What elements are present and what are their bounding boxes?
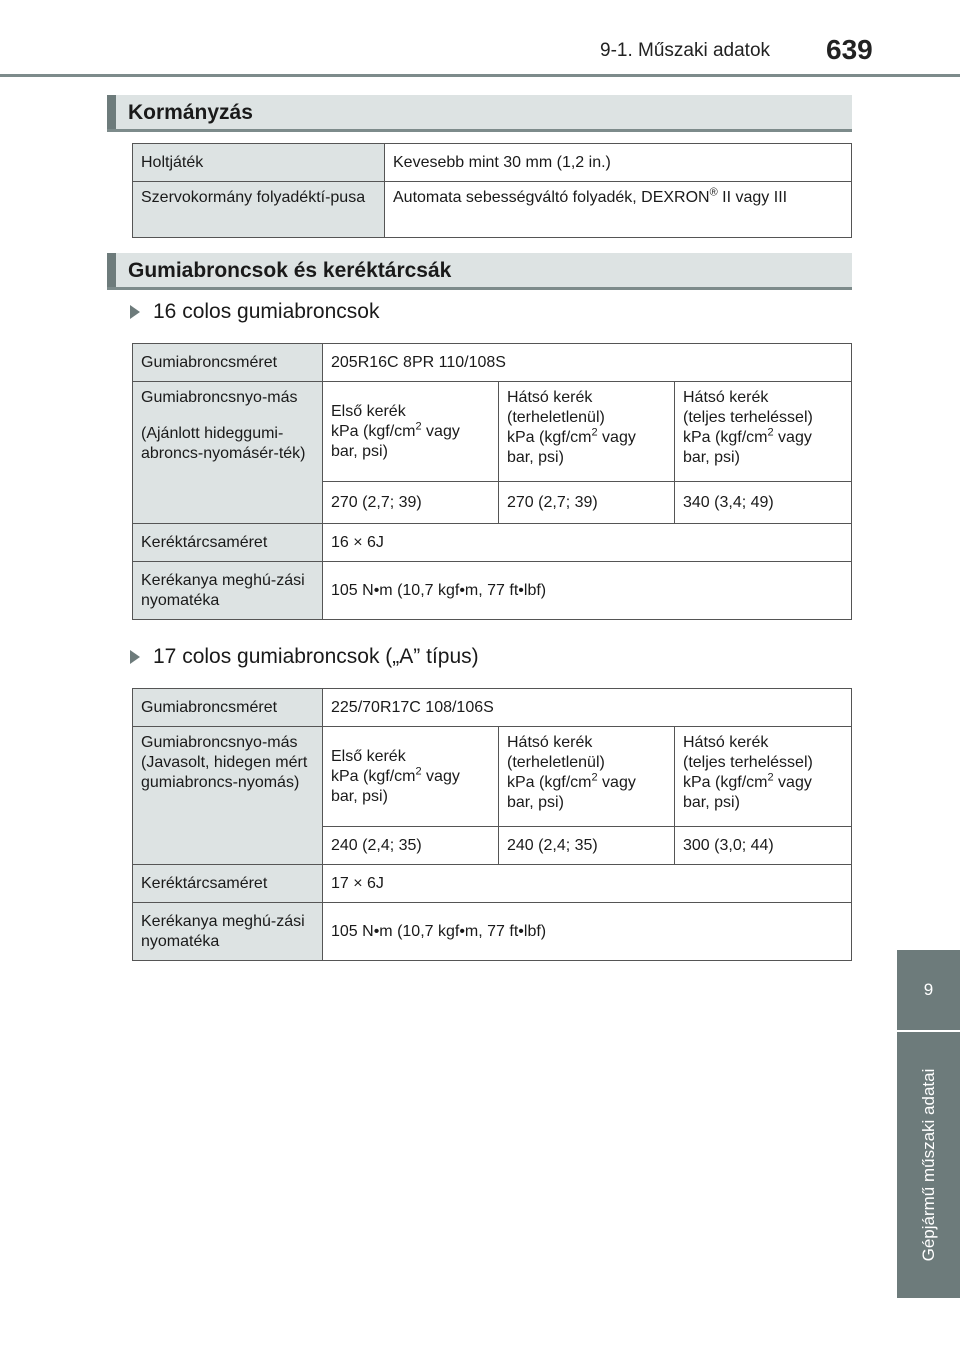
superscript: 2 bbox=[591, 426, 598, 439]
rear-line: (teljes terheléssel) bbox=[683, 409, 813, 426]
table-row bbox=[133, 382, 852, 482]
superscript: 2 bbox=[591, 771, 598, 784]
steering-title: Kormányzás bbox=[128, 101, 253, 124]
unit-text: kPa (kgf/cm bbox=[331, 422, 416, 440]
unit-text: vagy bbox=[597, 774, 636, 791]
front-line: bar, psi) bbox=[331, 787, 388, 805]
front-pressure-value: 270 (2,7; 39) bbox=[323, 482, 499, 524]
nut-torque-label: Kerékanya meghú-zási nyomatéka bbox=[133, 562, 323, 620]
table-row bbox=[133, 865, 852, 903]
rear-unit-line bbox=[683, 428, 843, 448]
rear-line: bar, psi) bbox=[507, 794, 564, 811]
nut-torque-value: 105 N•m (10,7 kgf•m, 77 ft•lbf) bbox=[323, 562, 852, 620]
chapter-number: 9 bbox=[897, 950, 960, 1030]
unit-text: vagy bbox=[773, 774, 812, 791]
front-unit-line bbox=[331, 767, 490, 787]
tires-title: Gumiabroncsok és keréktárcsák bbox=[128, 259, 452, 282]
tires-16-table bbox=[132, 343, 852, 620]
power-steering-fluid-label: Szervokormány folyadéktí-pusa bbox=[133, 182, 385, 238]
table-row bbox=[133, 903, 852, 961]
tire-size-label: Gumiabroncsméret bbox=[133, 689, 323, 727]
table-row bbox=[133, 144, 852, 182]
fluid-text-end: II vagy III bbox=[717, 189, 788, 206]
unit-text: vagy bbox=[773, 429, 812, 446]
front-line: Első kerék bbox=[331, 402, 406, 420]
bullet-16-inch bbox=[130, 300, 379, 324]
rear-unloaded-pressure-value: 270 (2,7; 39) bbox=[499, 482, 675, 524]
section-title: 9-1. Műszaki adatok bbox=[600, 40, 771, 61]
tire-size-label: Gumiabroncsméret bbox=[133, 344, 323, 382]
rear-loaded-pressure-value: 340 (3,4; 49) bbox=[675, 482, 852, 524]
front-unit-line bbox=[331, 422, 490, 442]
nut-torque-label: Kerékanya meghú-zási nyomatéka bbox=[133, 903, 323, 961]
front-line: bar, psi) bbox=[331, 442, 388, 460]
front-line: Első kerék bbox=[331, 747, 406, 765]
triangle-bullet-icon bbox=[130, 650, 140, 664]
superscript: 2 bbox=[767, 426, 774, 439]
registered-mark: ® bbox=[709, 186, 718, 199]
bullet-17-inch bbox=[130, 645, 479, 669]
rear-unit-line bbox=[507, 773, 666, 793]
table-row bbox=[133, 344, 852, 382]
rear-unloaded-header bbox=[499, 382, 675, 482]
unit-text: vagy bbox=[597, 429, 636, 446]
unit-text: kPa (kgf/cm bbox=[331, 767, 416, 785]
rim-size-value: 17 × 6J bbox=[323, 865, 852, 903]
rear-loaded-header bbox=[675, 727, 852, 827]
rear-line: Hátsó kerék bbox=[507, 734, 593, 751]
unit-text: kPa (kgf/cm bbox=[507, 429, 592, 446]
rear-line: (terheletlenül) bbox=[507, 754, 605, 771]
rear-unloaded-header bbox=[499, 727, 675, 827]
steering-table bbox=[132, 143, 852, 238]
table-row bbox=[133, 727, 852, 827]
pressure-label-note: (Ajánlott hideggumi-abroncs-nyomásér-ték) bbox=[141, 425, 306, 462]
bullet-17-text: 17 colos gumiabroncsok („A” típus) bbox=[153, 645, 479, 668]
rim-size-label: Keréktárcsaméret bbox=[133, 865, 323, 903]
unit-text: vagy bbox=[421, 767, 460, 785]
rear-line: bar, psi) bbox=[683, 794, 740, 811]
rear-unit-line bbox=[507, 428, 666, 448]
fluid-text: Automata sebességváltó folyadék, DEXRON bbox=[393, 189, 710, 206]
tire-size-value: 205R16C 8PR 110/108S bbox=[323, 344, 852, 382]
nut-torque-value: 105 N•m (10,7 kgf•m, 77 ft•lbf) bbox=[323, 903, 852, 961]
table-row bbox=[133, 182, 852, 238]
front-pressure-value: 240 (2,4; 35) bbox=[323, 827, 499, 865]
chapter-label-box bbox=[897, 1032, 960, 1298]
pressure-label-line: Gumiabroncsnyo-más bbox=[141, 389, 298, 406]
rear-line: Hátsó kerék bbox=[683, 389, 769, 406]
pressure-label: Gumiabroncsnyo-más (Javasolt, hidegen mért gumiabroncs-nyomás) bbox=[133, 727, 323, 865]
triangle-bullet-icon bbox=[130, 305, 140, 319]
front-wheel-header bbox=[323, 727, 499, 827]
steering-heading bbox=[107, 95, 852, 132]
rear-line: Hátsó kerék bbox=[683, 734, 769, 751]
pressure-label bbox=[133, 382, 323, 524]
page-number: 639 bbox=[826, 34, 873, 65]
rear-unloaded-pressure-value: 240 (2,4; 35) bbox=[499, 827, 675, 865]
rear-line: bar, psi) bbox=[507, 449, 564, 466]
unit-text: vagy bbox=[421, 422, 460, 440]
rear-loaded-pressure-value: 300 (3,0; 44) bbox=[675, 827, 852, 865]
freeplay-label: Holtjáték bbox=[133, 144, 385, 182]
front-wheel-header bbox=[323, 382, 499, 482]
freeplay-value: Kevesebb mint 30 mm (1,2 in.) bbox=[385, 144, 852, 182]
page-header bbox=[0, 0, 960, 80]
superscript: 2 bbox=[415, 420, 422, 433]
chapter-label: Gépjármű műszaki adatai bbox=[918, 1068, 938, 1262]
rear-line: Hátsó kerék bbox=[507, 389, 593, 406]
rear-line: (terheletlenül) bbox=[507, 409, 605, 426]
rim-size-label: Keréktárcsaméret bbox=[133, 524, 323, 562]
superscript: 2 bbox=[767, 771, 774, 784]
header-divider bbox=[0, 74, 960, 77]
unit-text: kPa (kgf/cm bbox=[507, 774, 592, 791]
table-row bbox=[133, 562, 852, 620]
tires-heading bbox=[107, 253, 852, 290]
rear-line: (teljes terheléssel) bbox=[683, 754, 813, 771]
rim-size-value: 16 × 6J bbox=[323, 524, 852, 562]
tires-17-table bbox=[132, 688, 852, 961]
chapter-side-tab bbox=[897, 950, 960, 1298]
tire-size-value: 225/70R17C 108/106S bbox=[323, 689, 852, 727]
heading-marker bbox=[107, 253, 116, 287]
unit-text: kPa (kgf/cm bbox=[683, 429, 768, 446]
rear-line: bar, psi) bbox=[683, 449, 740, 466]
bullet-16-text: 16 colos gumiabroncsok bbox=[153, 300, 380, 323]
heading-marker bbox=[107, 95, 116, 129]
rear-loaded-header bbox=[675, 382, 852, 482]
superscript: 2 bbox=[415, 765, 422, 778]
power-steering-fluid-value bbox=[385, 182, 852, 238]
unit-text: kPa (kgf/cm bbox=[683, 774, 768, 791]
rear-unit-line bbox=[683, 773, 843, 793]
table-row bbox=[133, 524, 852, 562]
table-row bbox=[133, 689, 852, 727]
